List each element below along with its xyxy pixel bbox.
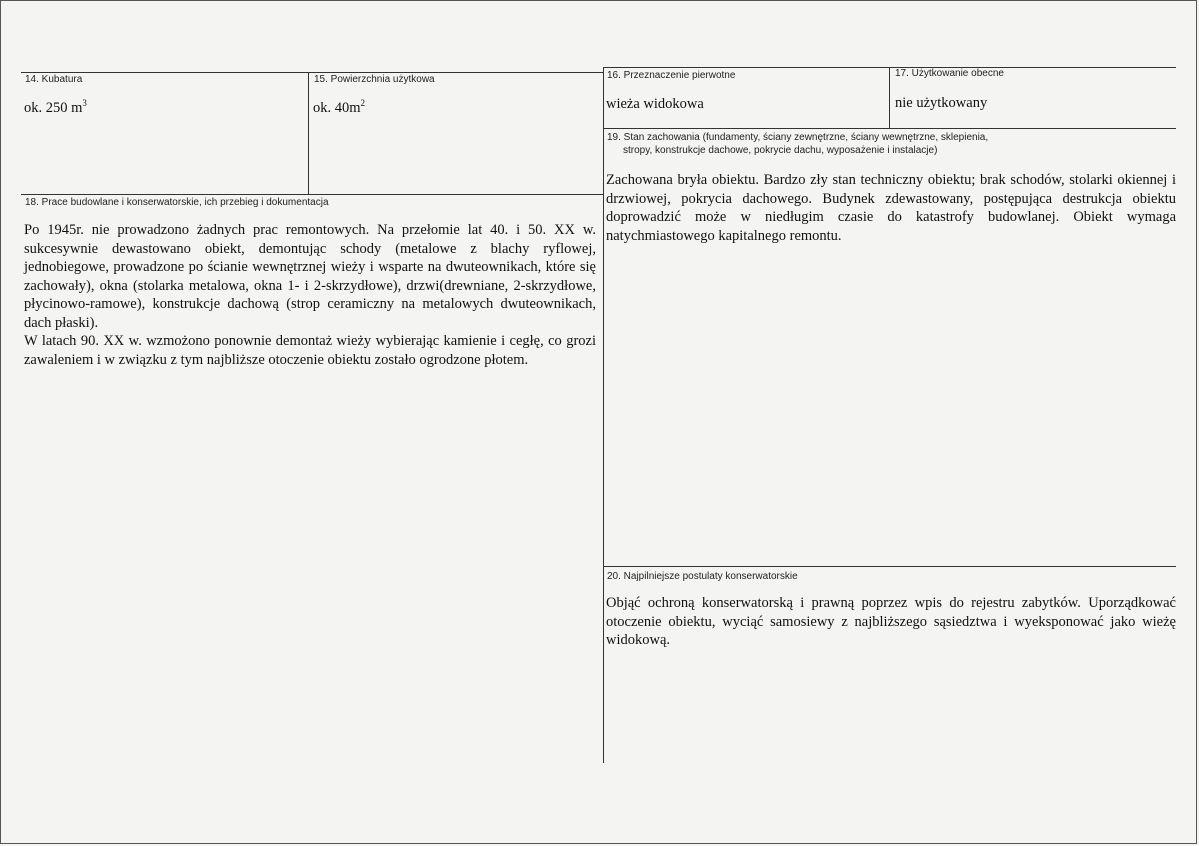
field-18-paragraph-2: W latach 90. XX w. wzmożono ponownie demontaż wieży wybierając kamienie i cegłę, co grozi zawaleniem i w związku z tym najbliższe otoczenie obiektu zostało ogrodzone płotem.	[24, 333, 596, 368]
field-17-value: nie użytkowany	[895, 95, 988, 111]
field-20-label: 20. Najpilniejsze postulaty konserwatorskie	[607, 571, 798, 582]
field-15-value	[313, 98, 365, 117]
field-19-text: Zachowana bryła obiektu. Bardzo zły stan techniczny obiektu; brak schodów, stolarki okiennej i drzwiowej, pokrycia dachowego. Budynek zdewastowany, postępująca destrukcja obiektu doprowadzić może w niedługim czasie do katastrofy budowlanej. Obiekt wymaga natychmiastowego kapitalnego remontu.	[606, 172, 1176, 244]
field-18-text	[24, 221, 596, 369]
top-rule-left	[21, 72, 603, 73]
divider-14-15	[308, 72, 309, 194]
field-19-label	[607, 131, 1167, 157]
field-16-value: wieża widokowa	[606, 96, 704, 112]
field-19-label-line2: stropy, konstrukcje dachowe, pokrycie dachu, wyposażenie i instalacje)	[623, 145, 938, 156]
field-18-label: 18. Prace budowlane i konserwatorskie, ich przebieg i dokumentacja	[25, 197, 329, 208]
field-19-label-line1: 19. Stan zachowania (fundamenty, ściany zewnętrzne, ściany wewnętrzne, sklepienia,	[607, 132, 989, 143]
field-14-value-text: ok. 250 m	[24, 99, 83, 116]
field-17-label: 17. Użytkowanie obecne	[895, 68, 1004, 79]
field-18-paragraph-1: Po 1945r. nie prowadzono żadnych prac remontowych. Na przełomie lat 40. i 50. XX w. sukcesywnie dewastowano obiekt, demontując schody (metalowe z blachy ryflowej, jednobiegowe, prowadzone po ścianie wewnętrznej wieży i wsparte na dwuteownikach, które się zachowały), okna (stolarka metalowa, okna 1- i 2-skrzydłowe), drzwi(drewniane, 2-skrzydłowe, płycinowo-ramowe), konstrukcje dachową (strop ceramiczny na metalowych dwuteownikach, dach płaski).	[24, 222, 596, 331]
field-15-value-text: ok. 40m	[313, 99, 361, 116]
field-16-label: 16. Przeznaczenie pierwotne	[607, 70, 736, 81]
field-14-label: 14. Kubatura	[25, 74, 83, 85]
field-15-label: 15. Powierzchnia użytkowa	[314, 74, 435, 85]
center-divider	[603, 67, 604, 763]
rule-above-19	[603, 128, 1176, 129]
field-20-text: Objąć ochroną konserwatorską i prawną poprzez wpis do rejestru zabytków. Uporządkować otoczenie obiektu, wyciąć samosiewy z najbliższego sąsiedztwa i wyeksponować jako wieżę widokową.	[606, 595, 1176, 648]
field-14-value-sup: 3	[82, 98, 87, 108]
divider-16-17	[889, 67, 890, 129]
rule-above-18	[21, 194, 603, 195]
field-14-value	[24, 98, 87, 117]
field-15-value-sup: 2	[360, 98, 366, 108]
rule-above-20	[603, 566, 1176, 567]
